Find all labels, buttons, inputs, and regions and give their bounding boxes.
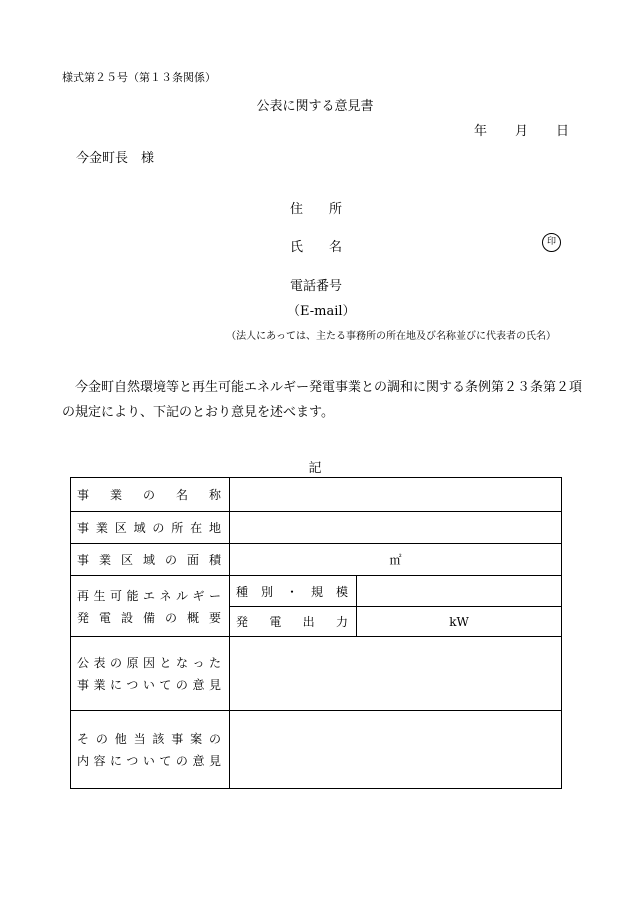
sub-label: [230, 576, 357, 607]
name-label: 氏 名: [290, 240, 343, 255]
business-area-field[interactable]: [230, 544, 562, 576]
row-label: [71, 576, 230, 637]
business-location-field[interactable]: [230, 512, 562, 544]
area-unit: ㎡: [389, 553, 402, 567]
table-row: [71, 544, 562, 576]
recipient: 今金町長 様: [76, 151, 155, 166]
sub-label: [230, 607, 357, 637]
corporation-note: （法人にあっては、主たる事務所の所在地及び名称並びに代表者の氏名）: [226, 331, 556, 342]
date-day: 日: [556, 124, 570, 139]
form-code: 様式第２５号（第１３条関係）: [62, 71, 216, 84]
row-label: [71, 711, 230, 789]
date-year: 年: [474, 124, 488, 139]
opinion-cause-field[interactable]: [230, 637, 562, 711]
opinion-cause-label-1: 公表の原因となった: [77, 656, 223, 670]
table-row: [71, 512, 562, 544]
row-label: [71, 637, 230, 711]
other-opinion-label-2: 内容についての意見: [77, 754, 223, 768]
table-row: [71, 711, 562, 789]
business-location-label: 事業区域の所在地: [77, 521, 223, 535]
body-text: 今金町自然環境等と再生可能エネルギー発電事業との調和に関する条例第２３条第２項の規定により、下記のとおり意見を述べます。: [62, 380, 583, 420]
table-row: [71, 478, 562, 512]
output-unit: kW: [449, 614, 469, 629]
business-name-field[interactable]: [230, 478, 562, 512]
opinion-cause-label-2: 事業についての意見: [77, 678, 223, 692]
row-label: [71, 512, 230, 544]
facility-overview-label-1: 再生可能エネルギー: [77, 588, 223, 603]
business-name-label: 事業の名称: [77, 488, 223, 502]
table-row: [71, 637, 562, 711]
facility-overview-label-2: 発電設備の概要: [77, 610, 223, 625]
row-label: [71, 544, 230, 576]
output-label: 発電出力: [236, 615, 350, 629]
other-opinion-field[interactable]: [230, 711, 562, 789]
row-label: [71, 478, 230, 512]
email-label: （E-mail）: [287, 304, 356, 319]
date-month: 月: [515, 124, 529, 139]
ki-heading: 記: [308, 461, 322, 476]
document-title: 公表に関する意見書: [256, 99, 374, 114]
output-field[interactable]: [357, 607, 562, 637]
table-row: [71, 576, 562, 607]
phone-label: 電話番号: [290, 279, 343, 294]
type-scale-field[interactable]: [357, 576, 562, 607]
other-opinion-label-1: その他当該事案の: [77, 732, 223, 746]
type-scale-label: 種別・規模: [236, 584, 350, 599]
opinion-form-table: [70, 477, 562, 789]
seal-mark: 印: [542, 233, 561, 252]
address-label: 住 所: [290, 202, 343, 217]
business-area-label: 事業区域の面積: [77, 553, 223, 567]
